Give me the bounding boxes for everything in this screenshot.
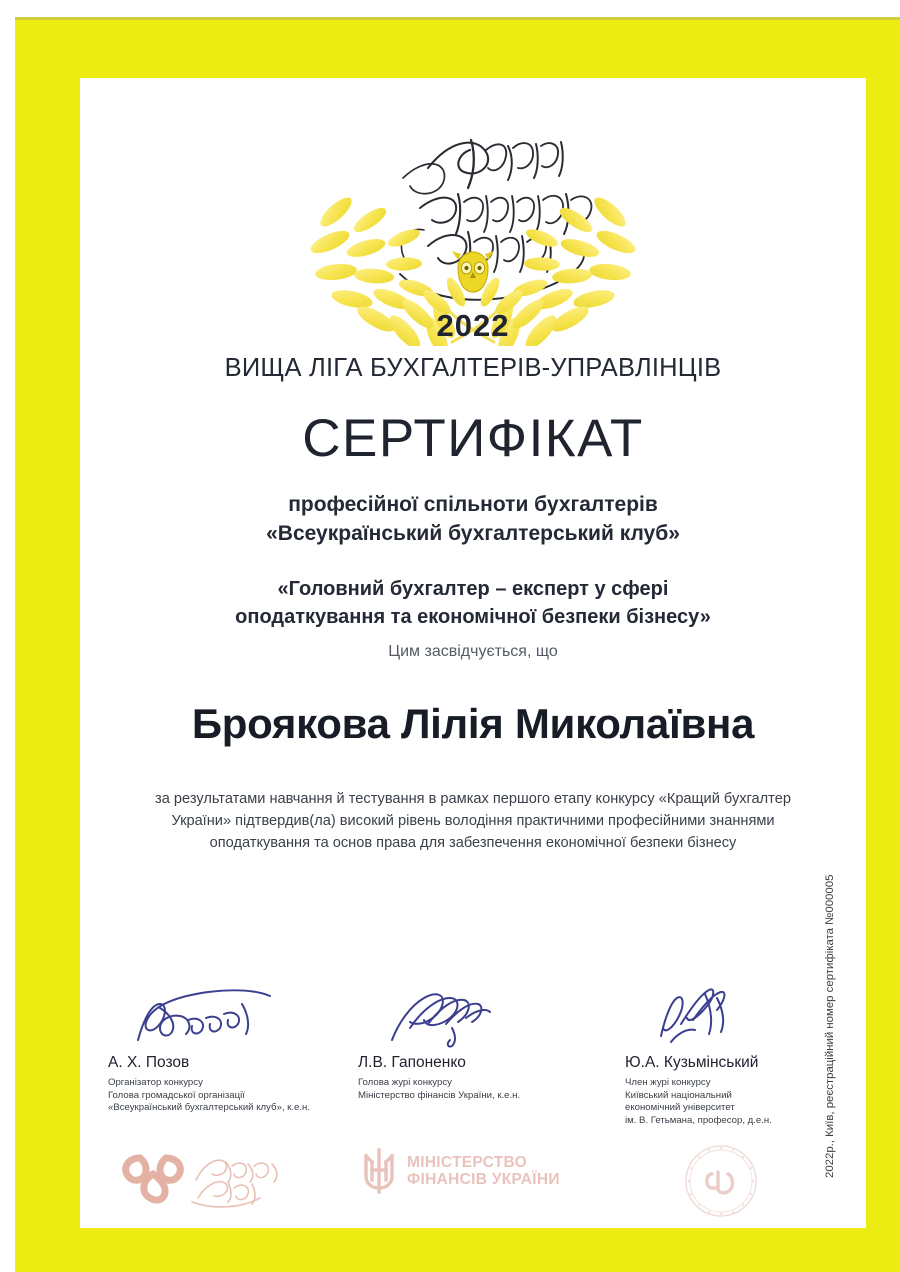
signature-block-pozov <box>108 990 358 1115</box>
recipient-name: Броякова Лілія Миколаївна <box>191 700 755 747</box>
handwritten-signature-icon <box>647 984 777 1052</box>
theme-line-1: «Головний бухгалтер – експерт у сфері <box>277 578 669 600</box>
issuing-community <box>80 490 866 548</box>
signatory-name: Ю.А. Кузьмінський <box>625 1054 759 1071</box>
program-theme <box>80 575 866 631</box>
handwritten-signature-icon <box>380 984 520 1052</box>
registration-note-vertical <box>824 538 836 1178</box>
mat-top-hairline <box>15 17 900 20</box>
buhclub-emblem-icon <box>110 1140 300 1210</box>
attestation-text: Цим засвідчується, що <box>388 643 558 660</box>
signature-row <box>80 990 866 1150</box>
buhclub-logo <box>110 1140 300 1215</box>
signature-block-haponenko <box>358 990 608 1102</box>
body-line-3: оподаткування та основ права для забезпечення економічної безпеки бізнесу <box>209 835 737 851</box>
minfin-line-1: МІНІСТЕРСТВО <box>407 1154 528 1171</box>
role-line-2: Міністерство фінансів України, к.е.н. <box>358 1089 521 1101</box>
handwritten-signature-icon <box>130 984 280 1052</box>
role-line-3: «Всеукраїнський бухгалтерський клуб», к.е.н. <box>108 1102 310 1114</box>
minfin-line-2: ФІНАНСІВ УКРАЇНИ <box>407 1171 560 1188</box>
role-line-3: економічний університет <box>625 1102 735 1114</box>
body-line-1: за результатами навчання й тестування в рамках першого етапу конкурсу «Кращий бухгалтер <box>155 791 791 807</box>
signatory-name: Л.В. Гапоненко <box>358 1054 466 1071</box>
role-line-4: ім. В. Гетьмана, професор, д.е.н. <box>625 1114 772 1126</box>
minfin-text <box>407 1154 560 1188</box>
signatory-role <box>108 1077 358 1115</box>
signatory-name: А. Х. Позов <box>108 1054 190 1071</box>
competition-year: 2022 <box>436 308 510 343</box>
certificate-heading: СЕРТИФІКАТ <box>302 409 644 468</box>
signatory-role <box>358 1077 608 1102</box>
certificate-card <box>80 78 866 1228</box>
minfin-logo <box>360 1146 560 1196</box>
role-line-1: Голова журі конкурсу <box>358 1077 452 1088</box>
body-line-2: України» підтвердив(ла) високий рівень володіння практичними професійними знаннями <box>171 813 775 829</box>
registration-note: 2022р., Київ, реєстраційний номер сертифіката №000005 <box>824 874 836 1178</box>
role-line-1: Член журі конкурсу <box>625 1077 711 1088</box>
community-line-2: «Всеукраїнський бухгалтерський клуб» <box>266 522 680 545</box>
kneu-seal-logo <box>678 1138 764 1229</box>
kneu-seal-icon <box>678 1138 764 1224</box>
signature-mark-haponenko <box>358 990 608 1052</box>
role-line-1: Організатор конкурсу <box>108 1077 203 1088</box>
theme-line-2: оподаткування та економічної безпеки бізнесу» <box>235 606 711 628</box>
footer-logo-row <box>80 1140 866 1222</box>
signature-mark-pozov <box>108 990 358 1052</box>
league-title: ВИЩА ЛІГА БУХГАЛТЕРІВ-УПРАВЛІНЦІВ <box>224 354 722 382</box>
role-line-2: Голова громадської організації <box>108 1089 245 1101</box>
community-line-1: професійної спільноти бухгалтерів <box>288 493 658 516</box>
certificate-body <box>126 788 820 854</box>
ukraine-trident-icon <box>360 1146 398 1196</box>
role-line-2: Київський національний <box>625 1089 732 1101</box>
